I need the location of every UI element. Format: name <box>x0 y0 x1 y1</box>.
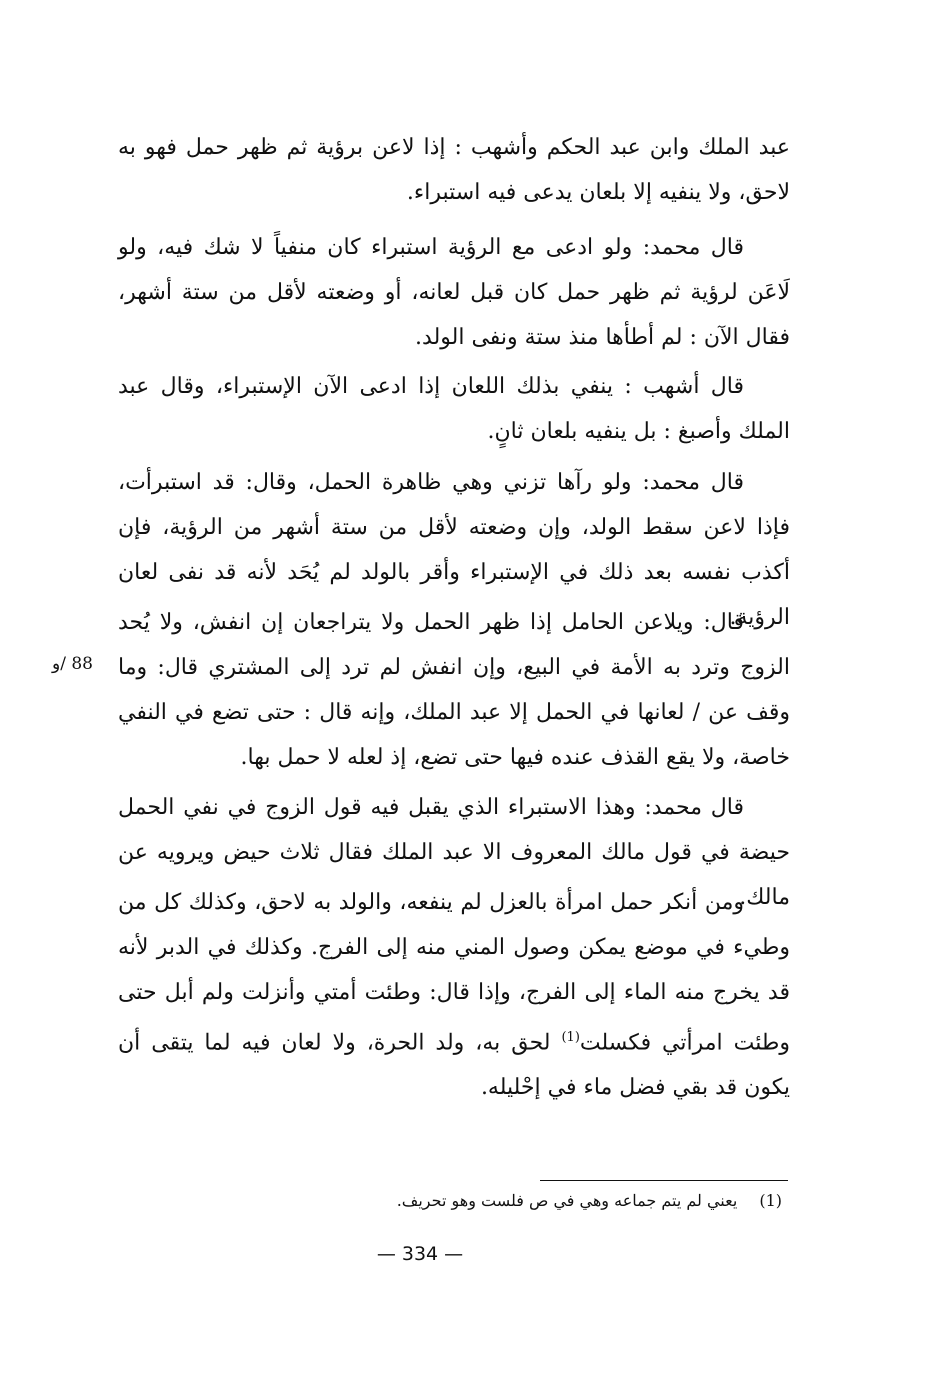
paragraph-7-tail: لحق به، ولد الحرة، ولا لعان فيه لما يتقى أن يكون قد بقي فضل ماء في إحْليله. <box>118 1030 790 1101</box>
paragraph-7 <box>118 880 790 1110</box>
footnote-text: يعني لم يتم جماعه وهي في ص فلست وهو تحريف. <box>396 1191 738 1210</box>
page-number: — 334 — <box>376 1243 464 1265</box>
footnote <box>300 1187 782 1215</box>
paragraph-3: قال أشهب : ينفي بذلك اللعان إذا ادعى الآن الإستبراء، وقال عبد الملك وأصبغ : بل ينفيه بلعان ثانٍ. <box>118 374 790 444</box>
paragraph-1: عبد الملك وابن عبد الحكم وأشهب : إذا لاعن برؤية ثم ظهر حمل فهو به لاحق، ولا ينفيه إلا بلعان يدعى فيه استبراء. <box>118 135 790 205</box>
footnote-divider <box>540 1180 788 1181</box>
paragraph-6: قال محمد: وهذا الاستبراء الذي يقبل فيه قول الزوج في نفي الحمل حيضة في قول مالك المعروف الا عبد الملك فقال ثلاث حيض ويرويه عن مالك. <box>118 795 790 910</box>
paragraph-4: قال محمد: ولو رآها تزني وهي ظاهرة الحمل، وقال: قد استبرأت، فإذا لاعن سقط الولد، وإن وضعته لأقل من ستة أشهر من الرؤية، فإن أكذب نفسه بعد ذلك في الإستبراء وأقر بالولد لم يُحَد لأنه قد نفى لعان الرؤية. <box>118 470 790 630</box>
footnote-reference: (1) <box>561 1030 580 1045</box>
manuscript-folio-note: 88 /و <box>52 654 93 674</box>
paragraph-5: قال: ويلاعن الحامل إذا ظهر الحمل ولا يتراجعان إن انفش، ولا يُحد الزوج وترد به الأمة في البيع، وإن انفش لم ترد إلى المشتري قال: وما وقف عن / لعانها في الحمل إلا عبد الملك، وإنه قال : حتى تضع في النفي خاصة، ولا يقع القذف عنده فيها حتى تضع، إذ لعله لا حمل بها. <box>118 610 790 770</box>
paragraph-2: قال محمد: ولو ادعى مع الرؤية استبراء كان منفياً لا شك فيه، ولو لَاعَن لرؤية ثم ظهر حمل كان قبل لعانه، أو وضعته لأقل من ستة أشهر، فقال الآن : لم أطأها منذ ستة ونفى الولد. <box>118 235 790 350</box>
footnote-number: (1) <box>759 1191 782 1210</box>
paragraph-7-text: ومن أنكر حمل امرأة بالعزل لم ينفعه، والولد به لاحق، وكذلك كل من وطيء في موضع يمكن وصول المني منه إلى الفرج. وكذلك في الدبر لأنه قد يخرج منه الماء إلى الفرج، وإذا قال: وطئت أمتي وأنزلت ولم أبل حتى وطئت امرأتي فكسلت <box>118 890 790 1056</box>
